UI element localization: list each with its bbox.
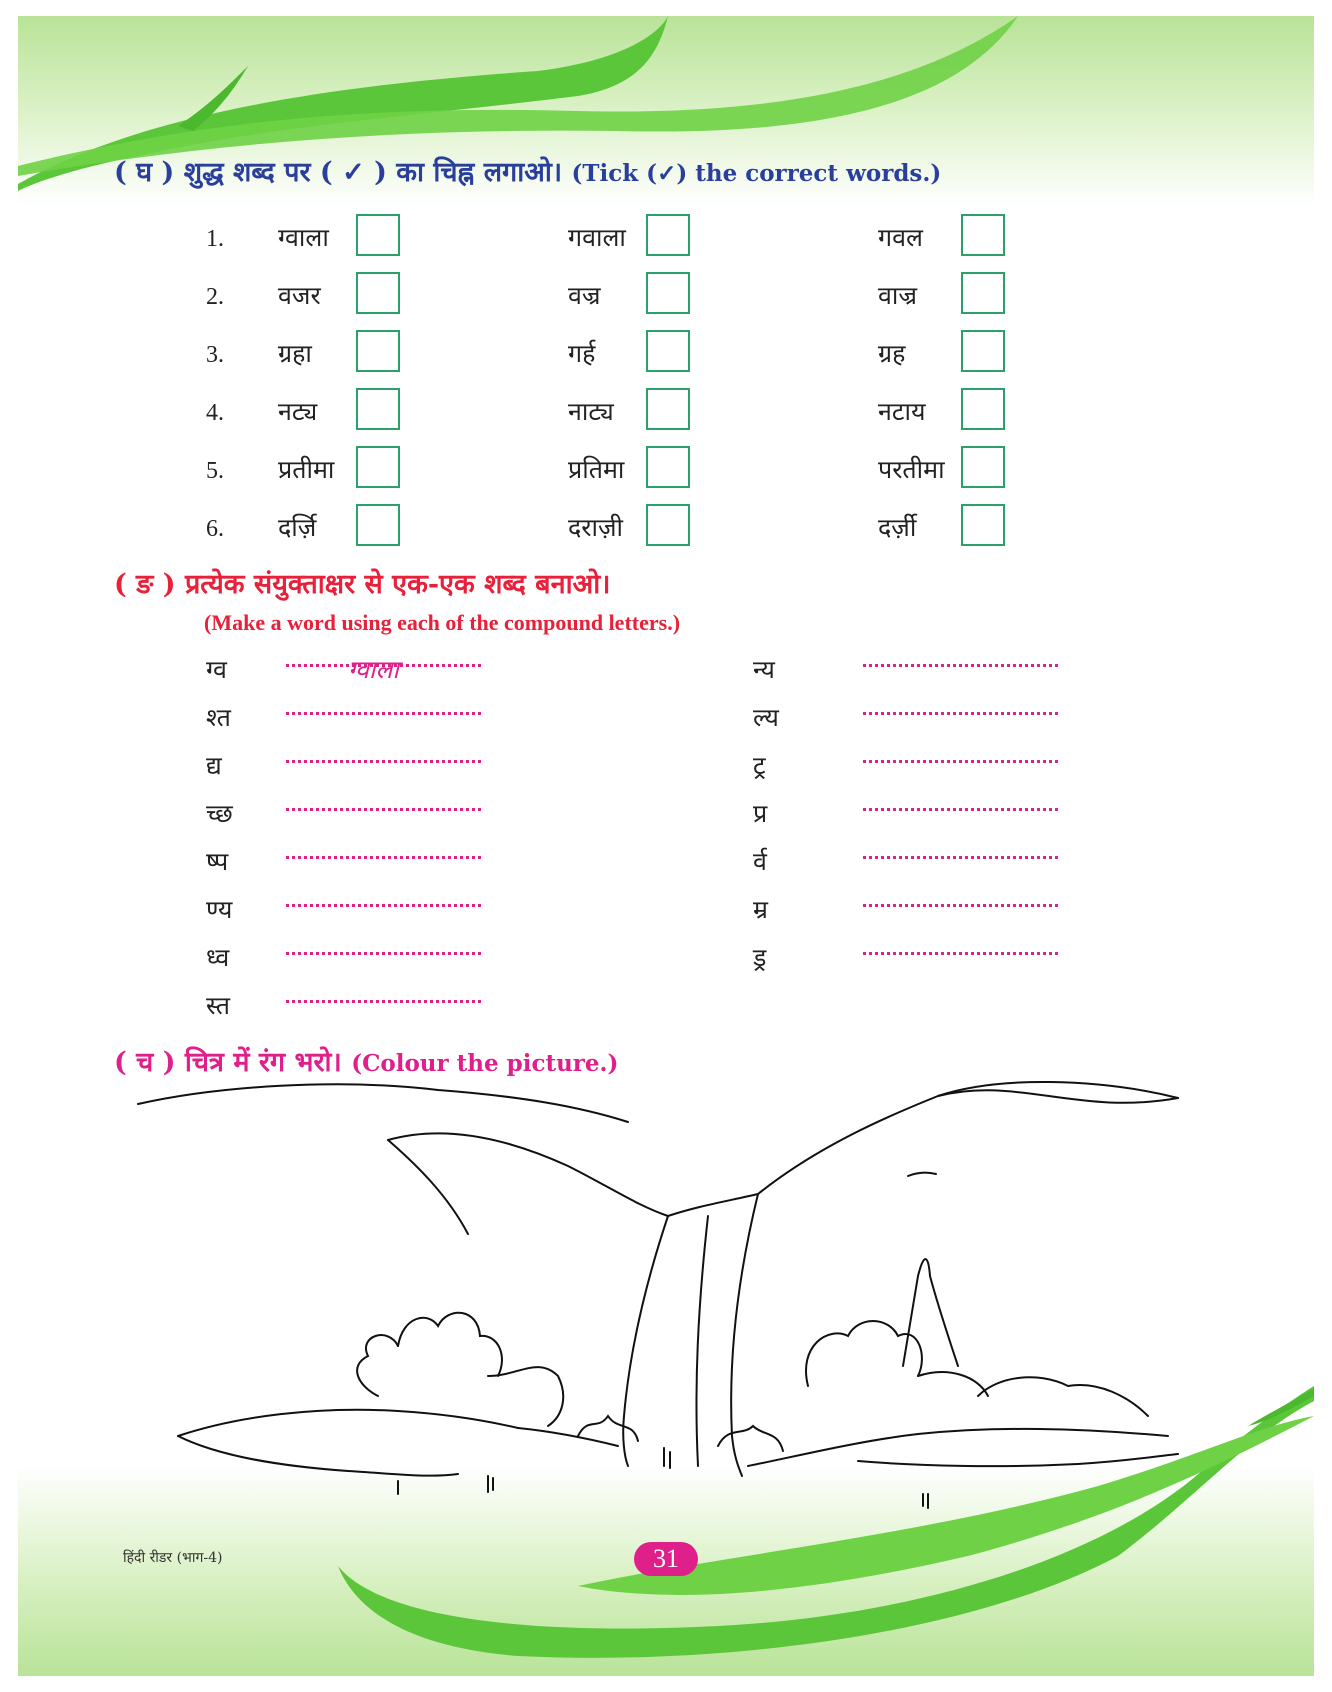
option-word: गर्ह (568, 339, 596, 368)
option-word: नटाय (878, 397, 926, 426)
row-number: 3. (206, 342, 224, 368)
option-word: परतीमा (878, 455, 945, 484)
row-number: 6. (206, 516, 224, 542)
compound-letter: न्य (753, 655, 775, 684)
option-word: वज्र (568, 281, 601, 310)
page-number-badge: 31 (634, 1542, 698, 1576)
compound-letter: प्र (753, 799, 768, 828)
compound-letter: स्त (206, 991, 230, 1020)
compound-letter: च्छ (206, 799, 233, 828)
waterfall-picture[interactable] (18, 16, 1314, 1676)
section-nga-subheading: (Make a word using each of the compound letters.) (204, 610, 681, 635)
compound-letter: म्र (753, 895, 768, 924)
compound-letter: ध्व (206, 943, 230, 972)
option-word: गवाला (568, 223, 626, 252)
section-nga-heading: ( ङ ) प्रत्येक संयुक्ताक्षर से एक-एक शब्द बनाओ। (114, 569, 611, 600)
compound-letter: र्व (753, 847, 767, 876)
option-word: ग्वाला (278, 223, 329, 252)
row-number: 5. (206, 458, 224, 484)
row-number: 2. (206, 284, 224, 310)
option-word: गवल (878, 223, 923, 252)
compound-letter: ष्प (206, 847, 229, 876)
option-word: नाट्य (568, 397, 614, 426)
compound-letter: द्य (206, 751, 222, 780)
option-word: नट्य (278, 397, 318, 426)
section-gha-heading-hi: ( घ ) शुद्ध शब्द पर ( ✓ ) का चिह्न लगाओ। (114, 157, 563, 188)
book-title: हिंदी रीडर (भाग-4) (123, 1550, 223, 1566)
option-word: वजर (278, 281, 321, 310)
compound-letter: ड्र (753, 943, 767, 972)
option-word: दराज़ी (568, 513, 624, 542)
option-word: ग्रह (878, 339, 906, 368)
section-gha-heading-en: (Tick (✓) the correct words.) (571, 160, 942, 187)
section-cha-heading-hi: ( च ) चित्र में रंग भरो। (114, 1047, 342, 1078)
option-word: ग्रहा (278, 339, 312, 368)
option-word: प्रतीमा (278, 455, 335, 484)
compound-letter: ल्य (753, 703, 779, 732)
compound-letter: ण्य (206, 895, 233, 924)
option-word: दर्ज़ि (278, 513, 317, 542)
compound-letter: ट्र (753, 751, 766, 780)
worksheet-page (18, 16, 1314, 1676)
section-cha-heading-en: (Colour the picture.) (351, 1050, 619, 1077)
example-answer: ग्वाला (348, 655, 399, 684)
option-word: प्रतिमा (568, 455, 625, 484)
option-word: दर्ज़ी (878, 513, 917, 542)
row-number: 4. (206, 400, 224, 426)
option-word: वाज्र (878, 281, 918, 310)
row-number: 1. (206, 226, 224, 252)
compound-letter: श्त (206, 703, 231, 732)
compound-letter: ग्व (206, 655, 227, 684)
